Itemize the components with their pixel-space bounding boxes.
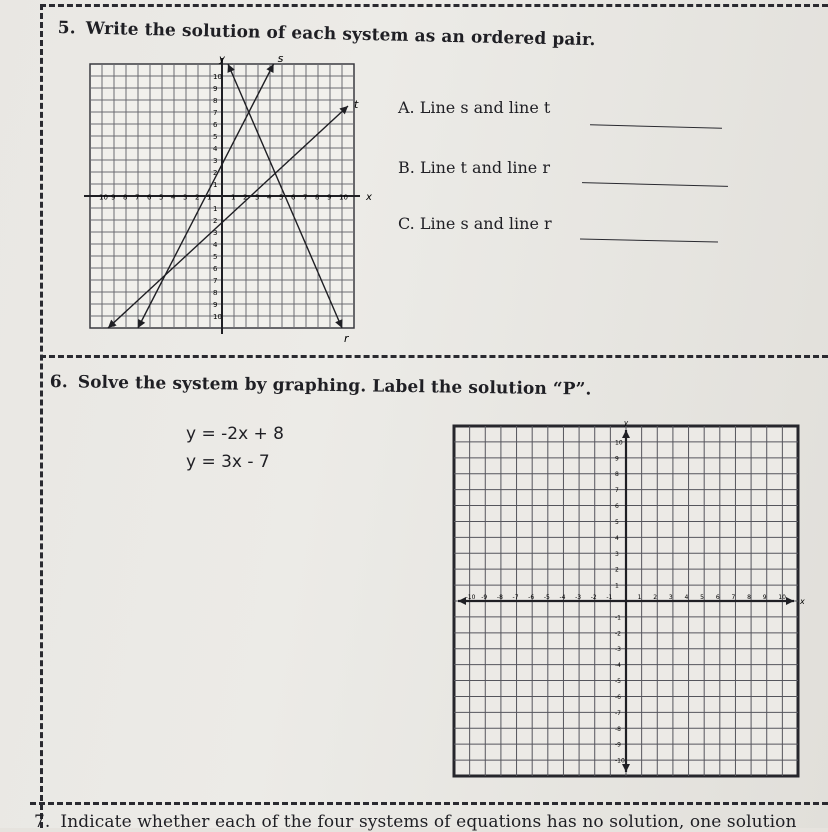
y-tick-label: 9 [615,455,619,463]
x-tick-label: -10 [465,594,476,601]
option-a [398,98,550,117]
x-tick-label: 7 [135,193,140,202]
x-tick-label: -3 [575,594,582,601]
question-5-prompt: Write the solution of each system as an ordered pair. [85,18,596,51]
y-tick-label: 2 [213,217,218,225]
x-tick-label: 10 [339,193,348,202]
x-axis-label: x [800,597,805,606]
y-tick-label: -3 [615,646,621,654]
question-6-number: 6. [49,372,68,393]
y-tick-label: -5 [615,678,621,686]
question-6-graph[interactable] [446,418,810,780]
x-tick-label: -7 [512,594,519,601]
y-axis-label: y [219,54,225,65]
y-tick-label: 5 [615,518,619,526]
x-tick-label: 4 [267,193,272,202]
question-6-prompt: Solve the system by graphing. Label the solution “P”. [77,372,592,400]
question-7-prompt: Indicate whether each of the four systems of equations has no solution, one solution [60,812,797,832]
x-tick-label: 8 [123,193,128,202]
option-c [398,214,552,233]
y-tick-label: -1 [615,614,621,622]
question-5-graph [80,54,386,364]
y-tick-label: 5 [213,253,218,261]
option-a-letter: A. [398,98,415,117]
x-tick-label: -5 [543,594,550,601]
y-tick-label: -2 [615,630,621,638]
y-tick-label: 7 [213,109,218,117]
x-tick-label: 9 [762,594,767,601]
y-tick-label: 6 [213,121,218,129]
x-tick-label: 1 [207,193,212,202]
y-tick-label: -4 [615,662,621,670]
x-tick-label: 7 [303,193,308,202]
question-7-number: 7. [34,812,51,832]
y-tick-label: 5 [213,133,218,141]
x-tick-label: 2 [243,193,248,202]
section-divider-6-7 [30,802,828,805]
y-tick-label: -6 [615,693,621,701]
x-tick-label: -1 [606,594,613,601]
y-tick-label: 10 [615,439,623,447]
option-a-answer-blank[interactable] [590,124,722,128]
y-axis-label: y [624,419,629,427]
x-tick-label: 1 [231,193,236,202]
line-t-label: t [354,98,359,111]
y-tick-label: 4 [213,145,218,153]
y-tick-label: 8 [213,97,218,105]
x-tick-label: 9 [111,193,116,202]
x-tick-label: 6 [147,193,152,202]
question-7-title [34,812,797,832]
x-tick-label: -6 [528,594,535,601]
option-c-letter: C. [398,214,415,233]
x-tick-label: 3 [183,193,188,202]
y-tick-label: 6 [213,265,218,273]
x-tick-label: 5 [159,193,164,202]
option-b-text: Line t and line r [419,158,550,177]
line-s-label: s [277,54,284,65]
option-a-text: Line s and line t [419,98,551,117]
x-tick-label: 8 [315,193,320,202]
y-tick-label: 9 [213,85,218,93]
y-tick-label: -7 [615,709,621,717]
x-tick-label: 2 [653,594,658,601]
y-tick-label: 8 [213,289,218,297]
option-c-text: Line s and line r [419,214,552,233]
x-tick-label: 5 [700,594,705,601]
x-tick-label: 10 [99,193,108,202]
y-tick-label: 1 [213,181,218,189]
y-tick-label: 2 [615,566,619,574]
y-tick-label: 4 [615,534,619,542]
question-5-title [58,18,596,50]
left-dashed-border [40,4,43,828]
y-tick-label: 10 [213,313,222,321]
question-6-title [50,372,592,400]
x-axis-label: x [366,192,372,203]
y-tick-label: 3 [213,229,218,237]
x-tick-label: 10 [778,594,787,601]
y-tick-label: 1 [213,205,218,213]
x-tick-label: 9 [327,193,332,202]
y-tick-label: 1 [615,582,619,590]
option-b [398,158,550,177]
y-tick-label: -9 [615,741,621,749]
y-tick-label: 7 [615,487,619,495]
x-tick-label: 6 [291,193,296,202]
option-c-answer-blank[interactable] [580,239,718,243]
y-tick-label: -8 [615,725,621,733]
y-tick-label: 3 [213,157,218,165]
y-tick-label: 3 [615,550,619,558]
x-tick-label: 2 [195,193,200,202]
option-b-letter: B. [398,158,415,177]
question-5-number: 5. [57,18,76,39]
y-tick-label: 8 [615,471,619,479]
y-tick-label: -10 [615,757,625,765]
x-tick-label: 8 [747,594,751,601]
y-tick-label: 6 [615,503,619,511]
option-b-answer-blank[interactable] [582,182,728,187]
x-tick-label: 1 [637,594,642,601]
x-tick-label: -2 [590,594,597,601]
x-tick-label: 7 [731,594,736,601]
x-tick-label: 4 [684,594,689,601]
x-tick-label: -9 [481,594,488,601]
x-tick-label: 3 [668,594,673,601]
equation-1: y = -2x + 8 [186,424,284,444]
x-tick-label: 6 [715,594,720,601]
top-dashed-border [40,4,828,7]
y-tick-label: 4 [213,241,218,249]
y-tick-label: 9 [213,301,218,309]
equation-2: y = 3x - 7 [186,452,270,472]
y-tick-label: 10 [213,73,222,81]
x-tick-label: 3 [255,193,260,202]
y-tick-label: 2 [213,169,218,177]
line-r-label: r [344,332,349,345]
y-tick-label: 7 [213,277,218,285]
x-tick-label: -4 [559,594,566,601]
x-tick-label: 5 [279,193,284,202]
x-tick-label: -8 [496,594,503,601]
x-tick-label: 4 [171,193,176,202]
